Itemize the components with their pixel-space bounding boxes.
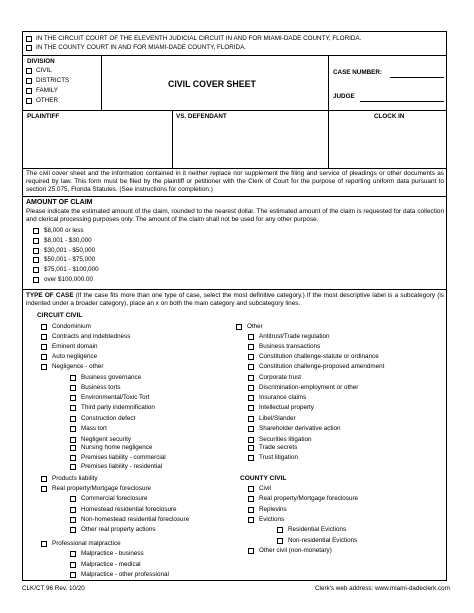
- circuit-case-type-checkbox[interactable]: [70, 375, 76, 381]
- form-title: CIVIL COVER SHEET: [168, 79, 256, 89]
- circuit-case-type-checkbox[interactable]: [41, 344, 47, 350]
- type-instructions: (If the case fits more than one type of case, select the most definitive category.) If the most descriptive label is a subcategory (is indented under a broader category), place an x on both the main category and subcategory lines.: [26, 292, 445, 308]
- circuit-case-type-checkbox[interactable]: [70, 464, 76, 470]
- circuit-case-type-checkbox[interactable]: [70, 507, 76, 513]
- county-civil-heading: COUNTY CIVIL: [240, 475, 287, 482]
- divider: [328, 110, 329, 168]
- circuit-court-label: IN THE CIRCUIT COURT OF THE ELEVENTH JUDICIAL CIRCUIT IN AND FOR MIAMI-DADE COUNTY, FLORIDA.: [36, 35, 362, 42]
- circuit-case-type-checkbox[interactable]: [70, 517, 76, 523]
- amount-option-checkbox[interactable]: [33, 248, 39, 254]
- amount-heading: AMOUNT OF CLAIM: [26, 199, 93, 206]
- county-case-type-label: Residential Evictions: [288, 526, 347, 533]
- intro-text: The civil cover sheet and the information contained in it neither replace nor supplement the filing and service of pleadings or other documents as required by law. This form must be filed by the plaintiff or petitioner with the Clerk of Court for the purpose of reporting uniform data pursuant to section 25.075, Florida Statutes. (See instructions for completion.): [26, 170, 444, 194]
- circuit-case-type-label: Homestead residential foreclosure: [81, 506, 177, 513]
- circuit-other-type-label: Discrimination-employment or other: [259, 384, 359, 391]
- circuit-case-type-checkbox[interactable]: [70, 527, 76, 533]
- county-case-type-checkbox[interactable]: [248, 507, 254, 513]
- circuit-case-type-checkbox[interactable]: [70, 395, 76, 401]
- case-number-label: CASE NUMBER:: [333, 69, 382, 76]
- circuit-case-type-label: Construction defect: [81, 415, 136, 422]
- amount-instructions: Please indicate the estimated amount of the claim, rounded to the nearest dollar. The estimated amount of the claim is requested for data collection and clerical processing purposes only. The amount of the claim shall not be used for any other purpose.: [26, 208, 444, 224]
- divider: [22, 168, 447, 169]
- county-case-type-label: Other civil (non-monetary): [259, 547, 332, 554]
- circuit-case-type-checkbox[interactable]: [41, 486, 47, 492]
- circuit-case-type-checkbox[interactable]: [70, 416, 76, 422]
- circuit-case-type-label: Mass tort: [81, 425, 107, 432]
- county-case-type-label: Real property/Mortgage foreclosure: [259, 495, 359, 502]
- division-option-label: CIVIL: [36, 67, 52, 74]
- circuit-other-type-checkbox[interactable]: [248, 445, 254, 451]
- circuit-case-type-label: Premises liability - commercial: [81, 454, 166, 461]
- circuit-case-type-checkbox[interactable]: [41, 541, 47, 547]
- circuit-case-type-checkbox[interactable]: [70, 426, 76, 432]
- circuit-case-type-label: Contracts and indebtedness: [52, 333, 131, 340]
- circuit-case-type-label: Condominium: [52, 323, 91, 330]
- circuit-other-type-checkbox[interactable]: [248, 405, 254, 411]
- circuit-other-type-label: Business transactions: [259, 343, 321, 350]
- defendant-label: VS. DEFENDANT: [176, 113, 227, 120]
- division-option-label: DISTRICTS: [36, 77, 70, 84]
- circuit-other-type-checkbox[interactable]: [248, 416, 254, 422]
- amount-option-label: $50,001 - $75,000: [44, 256, 96, 264]
- amount-option-checkbox[interactable]: [33, 267, 39, 273]
- circuit-case-type-label: Negligent security: [81, 436, 132, 443]
- circuit-other-type-checkbox[interactable]: [248, 375, 254, 381]
- circuit-case-type-checkbox[interactable]: [41, 324, 47, 330]
- division-civil-checkbox[interactable]: [26, 68, 32, 74]
- circuit-case-type-label: Non-homestead residential foreclosure: [81, 516, 190, 523]
- circuit-other-type-label: Constitution challenge-statute or ordinance: [259, 353, 379, 360]
- plaintiff-label: PLAINTIFF: [27, 113, 60, 120]
- circuit-case-type-checkbox[interactable]: [70, 572, 76, 578]
- circuit-case-type-checkbox[interactable]: [70, 405, 76, 411]
- division-other-checkbox[interactable]: [26, 98, 32, 104]
- clerk-website: Clerk's web address: www.miami-dadeclerk.com: [315, 585, 450, 592]
- amount-option-label: $30,001 - $50,000: [44, 246, 96, 254]
- amount-option-checkbox[interactable]: [33, 257, 39, 263]
- circuit-other-type-checkbox[interactable]: [236, 324, 242, 330]
- county-case-type-label: Civil: [259, 485, 271, 492]
- circuit-case-type-label: Real property/Mortgage foreclosure: [52, 485, 152, 492]
- circuit-case-type-label: Business governance: [81, 374, 142, 381]
- circuit-case-type-label: Negligence - other: [52, 363, 104, 370]
- county-case-type-checkbox[interactable]: [248, 496, 254, 502]
- circuit-other-type-checkbox[interactable]: [248, 426, 254, 432]
- circuit-case-type-label: Third party indemnification: [81, 404, 155, 411]
- circuit-other-type-label: Antitrust/Trade regulation: [259, 333, 330, 340]
- circuit-other-type-label: Other: [247, 323, 263, 330]
- division-districts-checkbox[interactable]: [26, 78, 32, 84]
- circuit-civil-heading: CIRCUIT CIVIL: [37, 312, 83, 319]
- circuit-case-type-label: Premises liability - residential: [81, 463, 163, 470]
- divider: [22, 55, 447, 56]
- circuit-case-type-label: Environmental/Toxic Tort: [81, 394, 150, 401]
- circuit-case-type-label: Professional malpractice: [52, 540, 121, 547]
- circuit-case-type-label: Malpractice - business: [81, 550, 144, 557]
- divider: [22, 110, 447, 111]
- clock-in-label: CLOCK IN: [374, 113, 405, 120]
- circuit-court-checkbox[interactable]: [26, 36, 32, 42]
- divider: [172, 110, 173, 168]
- county-court-label: IN THE COUNTY COURT IN AND FOR MIAMI-DADE COUNTY, FLORIDA.: [36, 44, 247, 51]
- type-instructions-block: [26, 292, 444, 308]
- county-case-type-checkbox[interactable]: [248, 548, 254, 554]
- circuit-other-type-label: Trust litigation: [259, 454, 298, 461]
- amount-option-checkbox[interactable]: [33, 238, 39, 244]
- amount-option-checkbox[interactable]: [33, 228, 39, 234]
- circuit-case-type-checkbox[interactable]: [41, 364, 47, 370]
- county-case-type-label: Evictions: [259, 516, 285, 523]
- judge-field[interactable]: [360, 101, 444, 102]
- circuit-case-type-checkbox[interactable]: [41, 476, 47, 482]
- type-heading: TYPE OF CASE: [26, 292, 74, 299]
- county-case-type-label: Replevins: [259, 506, 287, 513]
- amount-option-label: over $100,000.00: [44, 276, 94, 283]
- circuit-case-type-label: Products liability: [52, 475, 98, 482]
- circuit-other-type-checkbox[interactable]: [248, 334, 254, 340]
- divider: [101, 55, 102, 110]
- circuit-case-type-label: Other real property actions: [81, 526, 156, 533]
- circuit-case-type-label: Commercial foreclosure: [81, 495, 148, 502]
- circuit-case-type-checkbox[interactable]: [70, 551, 76, 557]
- county-case-type-label: Non-residential Evictions: [288, 537, 358, 544]
- circuit-case-type-label: Malpractice - other professional: [81, 571, 169, 578]
- division-family-checkbox[interactable]: [26, 88, 32, 94]
- circuit-other-type-label: Libel/Slander: [259, 415, 296, 422]
- county-case-type-checkbox[interactable]: [277, 538, 283, 544]
- divider: [22, 196, 447, 197]
- divider: [328, 55, 329, 110]
- circuit-other-type-checkbox[interactable]: [248, 455, 254, 461]
- amount-option-label: $75,001 - $100,000: [44, 266, 99, 274]
- circuit-other-type-label: Insurance claims: [259, 394, 307, 401]
- circuit-case-type-checkbox[interactable]: [41, 334, 47, 340]
- county-case-type-checkbox[interactable]: [248, 486, 254, 492]
- circuit-case-type-label: Eminent domain: [52, 343, 98, 350]
- division-option-label: OTHER: [36, 97, 59, 104]
- circuit-other-type-checkbox[interactable]: [248, 385, 254, 391]
- division-option-label: FAMILY: [36, 87, 58, 94]
- circuit-case-type-label: Nursing home negligence: [81, 444, 153, 451]
- circuit-case-type-label: Auto negligence: [52, 353, 98, 360]
- circuit-case-type-checkbox[interactable]: [70, 562, 76, 568]
- judge-label: JUDGE: [333, 93, 355, 100]
- circuit-other-type-checkbox[interactable]: [248, 364, 254, 370]
- circuit-other-type-label: Constitution challenge-proposed amendment: [259, 363, 385, 370]
- circuit-other-type-label: Securities litigation: [259, 436, 312, 443]
- county-case-type-checkbox[interactable]: [277, 527, 283, 533]
- circuit-other-type-label: Corporate trust: [259, 374, 301, 381]
- circuit-other-type-checkbox[interactable]: [248, 437, 254, 443]
- circuit-case-type-checkbox[interactable]: [70, 455, 76, 461]
- county-case-type-checkbox[interactable]: [248, 517, 254, 523]
- circuit-case-type-checkbox[interactable]: [70, 445, 76, 451]
- amount-option-label: $8,000 or less: [44, 227, 84, 234]
- circuit-case-type-checkbox[interactable]: [70, 437, 76, 443]
- circuit-other-type-checkbox[interactable]: [248, 395, 254, 401]
- circuit-other-type-label: Shareholder derivative action: [259, 425, 341, 432]
- case-number-field[interactable]: [390, 77, 444, 78]
- amount-option-label: $8,001 - $30,000: [44, 236, 92, 244]
- county-court-checkbox[interactable]: [26, 45, 32, 51]
- circuit-other-type-checkbox[interactable]: [248, 344, 254, 350]
- circuit-other-type-label: Trade secrets: [259, 444, 298, 451]
- division-label: DIVISION: [27, 58, 55, 65]
- divider: [22, 289, 447, 290]
- circuit-case-type-checkbox[interactable]: [70, 385, 76, 391]
- form-number: CLK/CT 96 Rev. 10/20: [22, 585, 85, 592]
- amount-option-checkbox[interactable]: [33, 277, 39, 283]
- circuit-other-type-checkbox[interactable]: [248, 354, 254, 360]
- circuit-case-type-label: Business torts: [81, 384, 121, 391]
- circuit-other-type-label: Intellectual property: [259, 404, 314, 411]
- circuit-case-type-checkbox[interactable]: [70, 496, 76, 502]
- circuit-case-type-label: Malpractice - medical: [81, 561, 141, 568]
- circuit-case-type-checkbox[interactable]: [41, 354, 47, 360]
